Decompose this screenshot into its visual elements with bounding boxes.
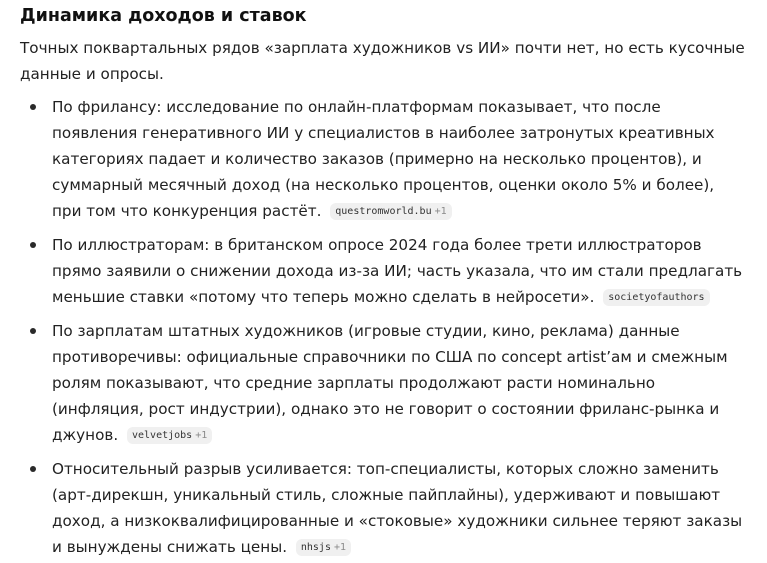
bullet-dot <box>30 242 36 248</box>
bullet-dot <box>30 104 36 110</box>
source-citation-chip[interactable] <box>127 427 212 444</box>
section-heading: Динамика доходов и ставок <box>20 6 307 26</box>
citation-source: societyofauthors <box>608 292 705 303</box>
citation-source: nhsjs <box>300 542 331 553</box>
citation-count: +1 <box>434 206 447 217</box>
list-item-text: Относительный разрыв усиливается: топ-специалисты, которых сложно заменить (арт-дирекшн, уникальный стиль, сложные пайплайны), удерживают и повышают доход, а низкоквалифицированные и «стоковые» художники сильнее теряют заказы и вынуждены снижать цены. <box>52 460 743 556</box>
list-item-text: По иллюстраторам: в британском опросе 2024 года более трети иллюстраторов прямо заявили о снижении дохода из-за ИИ; часть указала, что им стали предлагать меньшие ставки «потому что теперь можно сделать в нейросети». <box>52 236 743 306</box>
source-citation-chip[interactable] <box>603 289 709 306</box>
citation-count: +1 <box>333 542 347 553</box>
list-item <box>20 94 747 224</box>
intro-paragraph: Точных поквартальных рядов «зарплата художников vs ИИ» почти нет, но есть кусочные данные и опросы. <box>20 39 745 83</box>
bullet-dot <box>30 328 36 334</box>
list-item-text: По фрилансу: исследование по онлайн-платформам показывает, что после появления генеративного ИИ у специалистов в наиболее затронутых креативных категориях падает и количество заказов (примерно на несколько процентов), и суммарный месячный доход (на несколько процентов, оценки около 5% и более), при том что конкуренция растёт. <box>52 98 715 220</box>
citation-source: questromworld.bu <box>335 206 432 217</box>
source-citation-chip[interactable] <box>296 539 351 556</box>
list-item <box>20 318 747 448</box>
citation-source: velvetjobs <box>132 430 193 441</box>
list-item <box>20 456 747 560</box>
citation-count: +1 <box>195 430 208 441</box>
source-citation-chip[interactable] <box>330 203 451 220</box>
list-item-text: По зарплатам штатных художников (игровые студии, кино, реклама) данные противоречивы: официальные справочники по США по concept artist’ам и смежным ролям показывают, что средние зарплаты продолжают расти номинально (инфляция, рост индустрии), однако это не говорит о состоянии фриланс-рынка и джунов. <box>52 322 728 444</box>
bullet-dot <box>30 466 36 472</box>
bullet-list <box>20 94 747 560</box>
list-item <box>20 232 747 310</box>
